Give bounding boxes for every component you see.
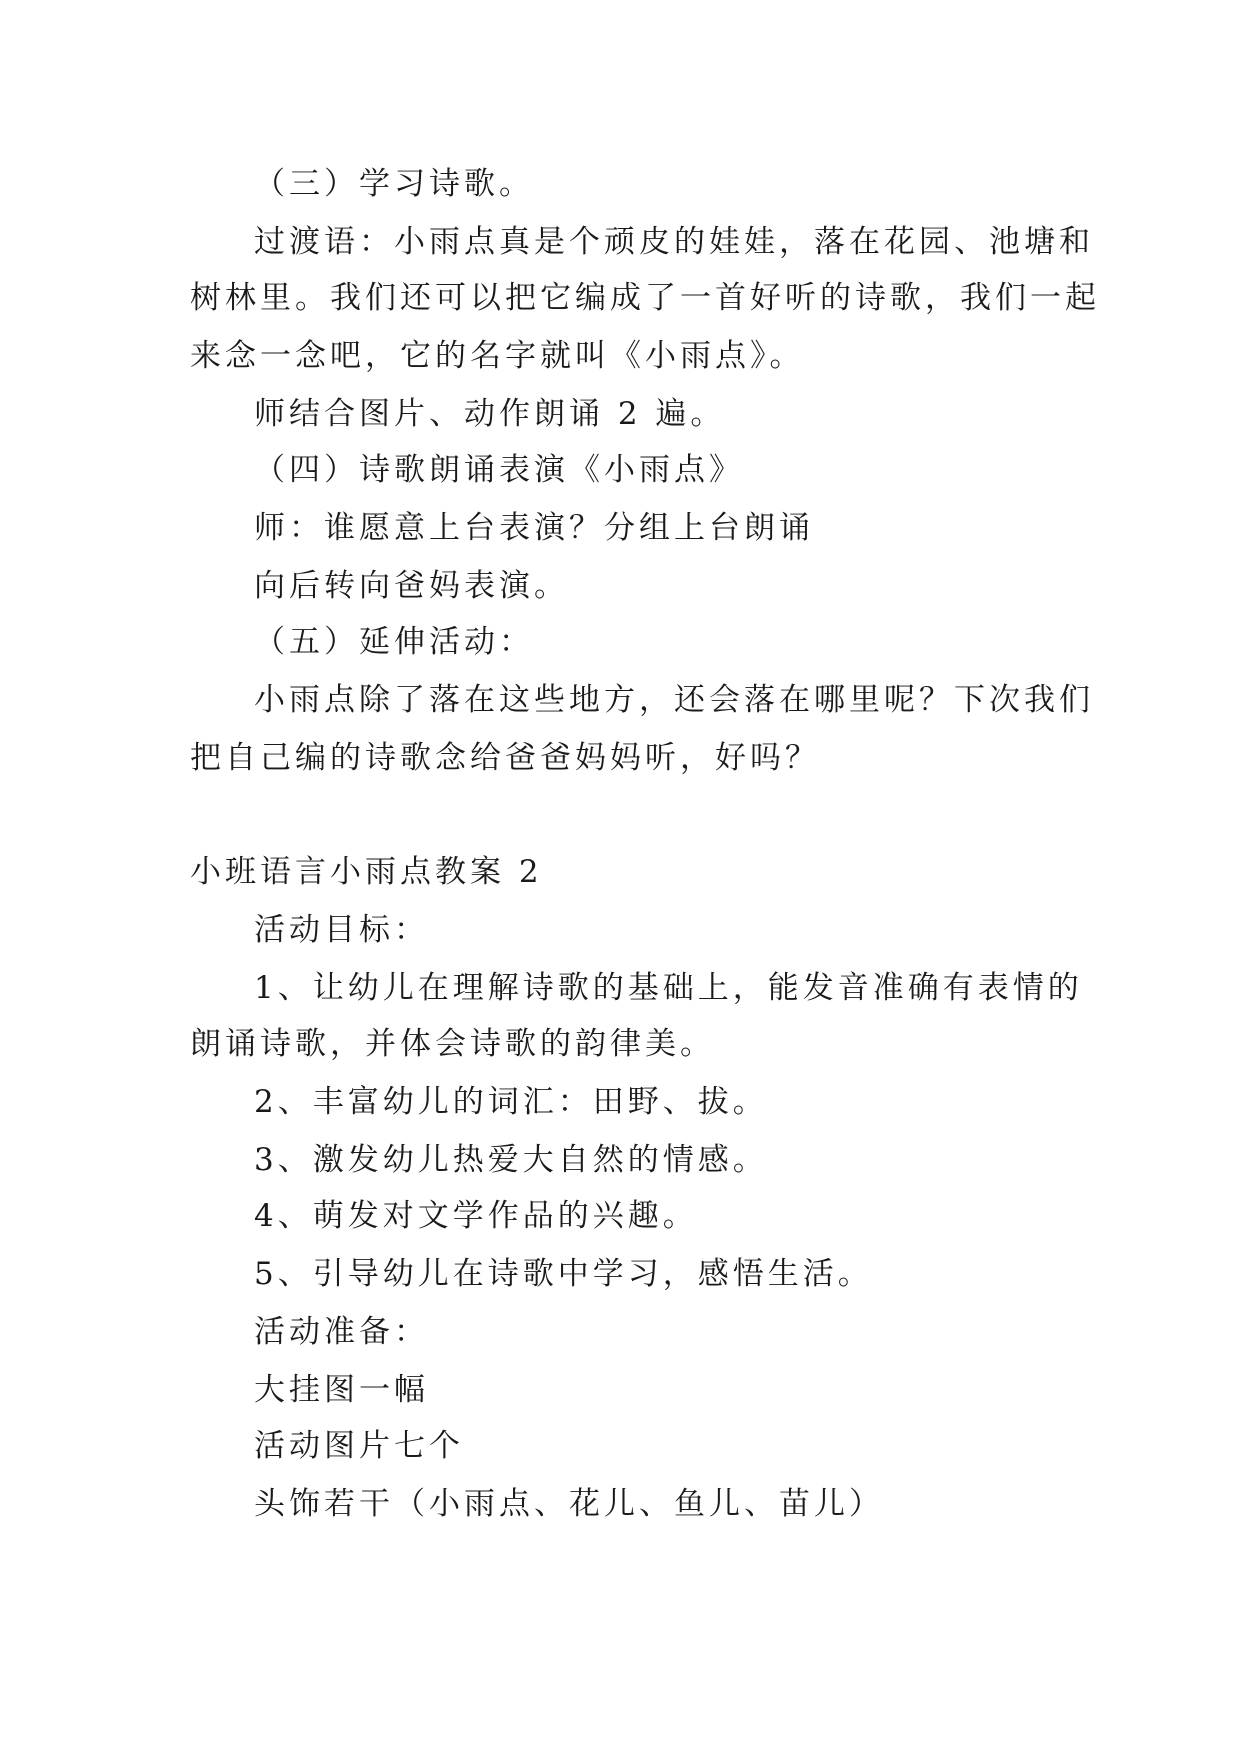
prep-item-2: 活动图片七个 [254,1428,464,1464]
section-heading-4: （四）诗歌朗诵表演《小雨点》 [254,452,744,488]
section-heading-3: （三）学习诗歌。 [254,166,534,202]
prep-item-1: 大挂图一幅 [254,1372,429,1408]
goal-3: 3、激发幼儿热爱大自然的情感。 [254,1142,768,1178]
prep-heading: 活动准备： [254,1314,429,1350]
goal-1-line-2: 朗诵诗歌，并体会诗歌的韵律美。 [190,1026,715,1062]
teacher-recite-text: 师结合图片、动作朗诵 2 遍。 [254,396,726,432]
extend-line-2: 把自己编的诗歌念给爸爸妈妈听，好吗？ [190,740,820,776]
goal-5: 5、引导幼儿在诗歌中学习，感悟生活。 [254,1256,873,1292]
transition-line-2: 树林里。我们还可以把它编成了一首好听的诗歌，我们一起 [190,280,1100,316]
lesson-title: 小班语言小雨点教案 2 [190,854,543,890]
prep-item-3: 头饰若干（小雨点、花儿、鱼儿、苗儿） [254,1486,884,1522]
transition-line-1: 过渡语：小雨点真是个顽皮的娃娃，落在花园、池塘和 [254,224,1094,260]
goal-1-line-1: 1、让幼儿在理解诗歌的基础上，能发音准确有表情的 [254,970,1083,1006]
section-heading-5: （五）延伸活动： [254,624,534,660]
extend-line-1: 小雨点除了落在这些地方，还会落在哪里呢？下次我们 [254,682,1094,718]
goal-2: 2、丰富幼儿的词汇：田野、拔。 [254,1084,768,1120]
teacher-ask-text: 师：谁愿意上台表演？分组上台朗诵 [254,510,814,546]
transition-line-3: 来念一念吧，它的名字就叫《小雨点》。 [190,338,805,374]
goal-4: 4、萌发对文学作品的兴趣。 [254,1198,698,1234]
goals-heading: 活动目标： [254,912,429,948]
turn-perform-text: 向后转向爸妈表演。 [254,568,569,604]
